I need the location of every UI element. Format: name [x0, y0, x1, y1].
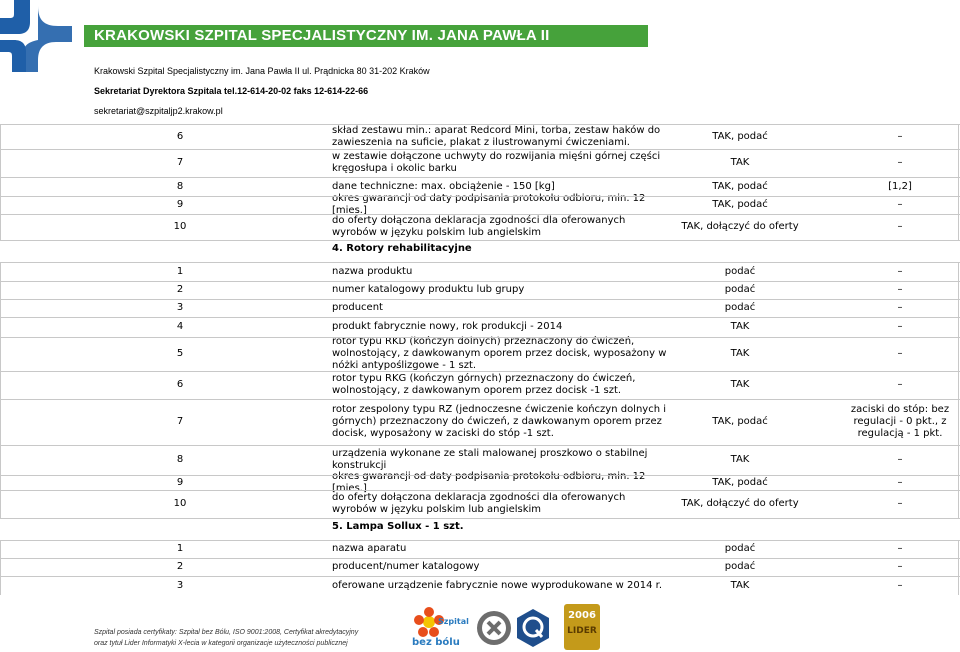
row-evaluation: – [897, 302, 903, 313]
row-description: do oferty dołączona deklaracja zgodności dla oferowanych wyrobów w języku polskim lub angielskim [332, 492, 626, 515]
row-description: producent [332, 302, 383, 313]
row-number: 2 [176, 284, 184, 295]
table-row [0, 124, 960, 150]
column-divider [958, 540, 959, 595]
badge-year-text: 2006 [568, 610, 596, 621]
row-description: rotor zespolony typu RZ (jednoczesne ćwiczenie kończyn dolnych i górnych) przeznaczony do ćwiczeń, z dawkowanym oporem przez docisk, wyposażony w zaciski do stóp -1 szt. [332, 404, 667, 439]
row-number: 9 [176, 476, 184, 488]
row-description: okres gwarancji od daty podpisania protokołu odbioru, min. 12 [mies.] [332, 470, 646, 494]
iso-certificate-icon [476, 610, 512, 646]
row-description: urządzenia wykonane ze stali malowanej proszkowo o stabilnej konstrukcji [332, 448, 648, 471]
row-number: 6 [176, 379, 184, 390]
row-evaluation: [1,2] [888, 180, 912, 192]
table-row [0, 262, 960, 282]
row-description: nazwa aparatu [332, 543, 407, 554]
row-evaluation: – [897, 476, 903, 488]
row-requirement: TAK [730, 348, 750, 359]
column-divider [0, 540, 1, 595]
table-row [0, 214, 960, 241]
column-divider [0, 262, 1, 518]
row-description: w zestawie dołączone uchwyty do rozwijania mięśni górnej części kręgosłupa i okolic barku [332, 151, 661, 174]
row-description: oferowane urządzenie fabrycznie nowe wyprodukowane w 2014 r. [332, 579, 663, 591]
table-row [0, 149, 960, 178]
table-row [0, 470, 960, 494]
row-number: 3 [176, 579, 184, 591]
table-row [0, 490, 960, 519]
row-description: rotor typu RKG (kończyn górnych) przeznaczony do ćwiczeń, wolnostojący, z dawkowanym oporem przez docisk -1 szt. [332, 373, 636, 396]
row-evaluation: zaciski do stóp: bez regulacji - 0 pkt., z regulacją - 1 pkt. [850, 404, 950, 439]
row-description: numer katalogowy produktu lub grupy [332, 284, 525, 295]
row-requirement: TAK [730, 579, 750, 591]
row-description: produkt fabrycznie nowy, rok produkcji - 2014 [332, 321, 563, 332]
badge-lider-text: LIDER [567, 626, 597, 636]
row-number: 2 [176, 561, 184, 572]
row-evaluation: – [897, 130, 903, 142]
table-row [0, 337, 960, 372]
accreditation-q-icon [514, 608, 552, 648]
table-row [0, 540, 960, 559]
row-number: 7 [176, 157, 184, 168]
row-number: 8 [176, 454, 184, 465]
secretariat-line: Sekretariat Dyrektora Szpitala tel.12-614-20-02 faks 12-614-22-66 [94, 86, 369, 96]
row-number: 5 [176, 348, 184, 359]
banner-title: KRAKOWSKI SZPITAL SPECJALISTYCZNY IM. JANA PAWŁA II [94, 27, 550, 44]
table-row [0, 558, 960, 577]
row-requirement: TAK [730, 157, 750, 168]
row-evaluation: – [897, 157, 903, 168]
row-evaluation: – [897, 321, 903, 332]
row-evaluation: – [897, 348, 903, 359]
row-requirement: TAK, podać [712, 199, 768, 210]
row-requirement: TAK [730, 454, 750, 465]
row-number: 3 [176, 302, 184, 313]
row-evaluation: – [897, 579, 903, 591]
email-line: sekretariat@szpitaljp2.krakow.pl [94, 106, 223, 116]
row-requirement: TAK, dołączyć do oferty [681, 221, 799, 232]
row-requirement: podać [724, 265, 756, 277]
table-row [0, 399, 960, 446]
row-evaluation: – [897, 543, 903, 554]
row-evaluation: – [897, 284, 903, 295]
address-line: Krakowski Szpital Specjalistyczny im. Jana Pawła II ul. Prądnicka 80 31-202 Kraków [94, 66, 430, 76]
column-divider [958, 124, 959, 240]
badge-bez-bolu-text: bez bólu [412, 637, 460, 648]
table-row [0, 299, 960, 318]
section-title: 4. Rotory rehabilitacyjne [332, 243, 472, 254]
row-evaluation: – [897, 379, 903, 390]
szpital-bez-bolu-badge [410, 607, 469, 651]
row-number: 1 [176, 543, 184, 554]
row-description: okres gwarancji od daty podpisania protokołu odbioru, min. 12 [mies.] [332, 193, 646, 216]
table-row [0, 371, 960, 400]
row-requirement: TAK [730, 321, 750, 332]
column-divider [958, 262, 959, 518]
certificates-line-1: Szpital posiada certyfikaty: Szpital bez Bólu, ISO 9001:2008, Certyfikat akredytacyjny [94, 629, 359, 636]
row-description: producent/numer katalogowy [332, 561, 480, 572]
row-number: 10 [173, 221, 187, 232]
row-requirement: TAK, podać [712, 416, 768, 427]
row-requirement: TAK [730, 379, 750, 390]
row-number: 4 [176, 321, 184, 332]
row-number: 8 [176, 180, 184, 192]
row-evaluation: – [897, 454, 903, 465]
row-requirement: TAK, podać [712, 476, 768, 488]
lider-informatyki-badge [564, 604, 600, 650]
row-requirement: podać [724, 302, 756, 313]
table-row [0, 193, 960, 216]
badge-szpital-text: Szpital [438, 617, 469, 626]
row-description: do oferty dołączona deklaracja zgodności dla oferowanych wyrobów w języku polskim lub angielskim [332, 215, 626, 238]
row-evaluation: – [897, 498, 903, 509]
table-row [0, 281, 960, 300]
table-row [0, 576, 960, 596]
certificates-line-2: oraz tytuł Lider Informatyki X-lecia w kategorii organizacje użyteczności publicznej [94, 640, 348, 647]
row-evaluation: – [897, 199, 903, 210]
row-evaluation: – [897, 561, 903, 572]
row-requirement: podać [724, 543, 756, 554]
row-number: 7 [176, 416, 184, 427]
row-evaluation: – [897, 221, 903, 232]
row-number: 1 [176, 265, 184, 277]
row-evaluation: – [897, 265, 903, 277]
row-requirement: podać [724, 284, 756, 295]
row-number: 10 [173, 498, 187, 509]
row-description: rotor typu RKD (kończyn dolnych) przeznaczony do ćwiczeń, wolnostojący, z dawkowanym oporem przez docisk, wyposażony w nóżki antypoślizgowe - 1 szt. [332, 336, 667, 371]
row-description: dane techniczne: max. obciążenie - 150 [kg] [332, 180, 555, 192]
column-divider [0, 124, 1, 240]
row-requirement: TAK, podać [712, 130, 768, 142]
row-number: 6 [176, 130, 184, 142]
row-requirement: podać [724, 561, 756, 572]
row-description: skład zestawu min.: aparat Redcord Mini, torba, zestaw haków do zawieszenia na suficie, plakat z ilustrowanymi ćwiczeniami. [332, 124, 661, 148]
row-number: 9 [176, 199, 184, 210]
row-requirement: TAK, podać [712, 180, 768, 192]
section-title: 5. Lampa Sollux - 1 szt. [332, 521, 464, 532]
row-description: nazwa produktu [332, 265, 413, 277]
table-row [0, 317, 960, 338]
row-requirement: TAK, dołączyć do oferty [681, 498, 799, 509]
